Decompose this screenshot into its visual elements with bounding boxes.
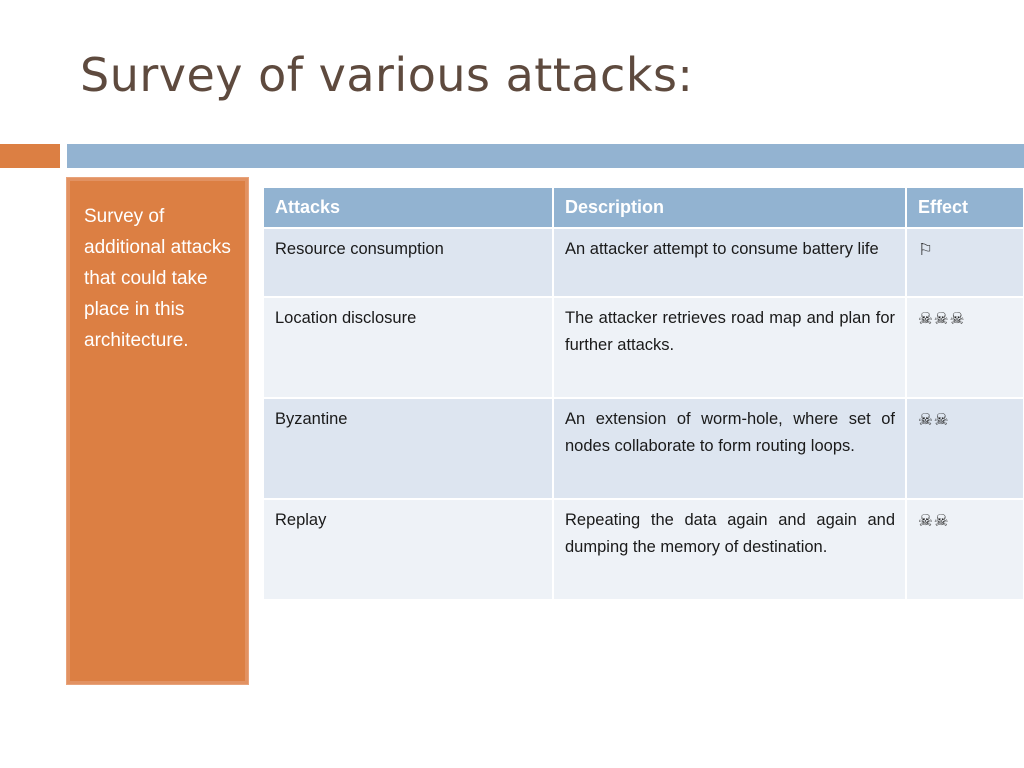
skull-icon: ☠☠☠ [906, 297, 1024, 398]
header-description: Description [553, 188, 906, 228]
attack-name: Byzantine [264, 398, 553, 499]
flag-icon: ⚐ [906, 228, 1024, 297]
attack-description: An attacker attempt to consume battery life [553, 228, 906, 297]
skull-icon: ☠☠ [906, 499, 1024, 600]
attack-description: Repeating the data again and again and dumping the memory of destination. [553, 499, 906, 600]
attacks-table [264, 188, 1024, 601]
skull-icon: ☠☠ [906, 398, 1024, 499]
sidebar-box [66, 177, 249, 685]
attack-description: An extension of worm-hole, where set of nodes collaborate to form routing loops. [553, 398, 906, 499]
accent-bar-blue [67, 144, 1024, 168]
sidebar-text: Survey of additional attacks that could take place in this architecture. [84, 206, 231, 351]
table-row [264, 398, 1024, 499]
accent-bar-orange [0, 144, 60, 168]
attack-description: The attacker retrieves road map and plan for further attacks. [553, 297, 906, 398]
header-effect: Effect [906, 188, 1024, 228]
header-attacks: Attacks [264, 188, 553, 228]
table-header-row [264, 188, 1024, 228]
attack-name: Replay [264, 499, 553, 600]
slide-title: Survey of various attacks: [80, 48, 694, 102]
attack-name: Location disclosure [264, 297, 553, 398]
table-row [264, 499, 1024, 600]
attack-name: Resource consumption [264, 228, 553, 297]
table-row [264, 297, 1024, 398]
table-row [264, 228, 1024, 297]
